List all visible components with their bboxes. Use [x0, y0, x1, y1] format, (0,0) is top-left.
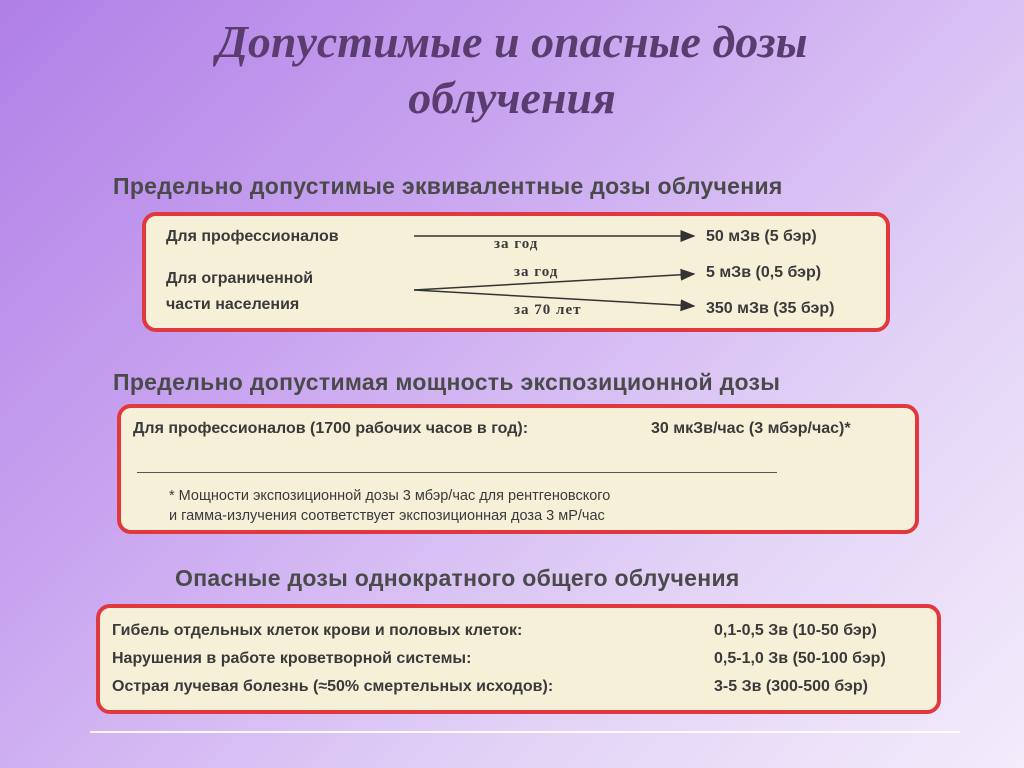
slide-title: [0, 14, 1024, 126]
section1-panel: [142, 212, 890, 332]
row1-arrow-label: за год: [494, 236, 539, 252]
hazard-row-value: 3-5 Зв (300-500 бэр): [714, 678, 868, 695]
section2-footnote-line1: * Мощности экспозиционной дозы 3 мбэр/час для рентгеновского: [169, 488, 611, 504]
row2b-value: 350 мЗв (35 бэр): [706, 300, 835, 317]
slide-title-line1: Допустимые и опасные дозы: [216, 16, 808, 67]
slide-title-line2: облучения: [408, 72, 616, 123]
hazard-row-value: 0,1-0,5 Зв (10-50 бэр): [714, 622, 877, 639]
row1-label: Для профессионалов: [166, 228, 339, 245]
section2-value: 30 мкЗв/час (3 мбэр/час)*: [651, 420, 851, 437]
hazard-row-value: 0,5-1,0 Зв (50-100 бэр): [714, 650, 886, 667]
section1-heading: Предельно допустимые эквивалентные дозы облучения: [113, 173, 783, 199]
row2b-arrow-label: за 70 лет: [514, 302, 582, 318]
section2-line-label: Для профессионалов (1700 рабочих часов в год):: [133, 420, 529, 437]
section2-divider: [137, 472, 777, 473]
section2-footnote-line2: и гамма-излучения соответствует экспозиционная доза 3 мР/час: [169, 508, 605, 524]
row2-label-line2: части населения: [166, 296, 300, 313]
row1-value: 50 мЗв (5 бэр): [706, 228, 817, 245]
hazard-row-label: Нарушения в работе кроветворной системы:: [112, 650, 472, 667]
row2-label-line1: Для ограниченной: [166, 270, 314, 287]
row2a-value: 5 мЗв (0,5 бэр): [706, 264, 822, 281]
section2-heading: Предельно допустимая мощность экспозиционной дозы: [113, 369, 781, 395]
section3-panel: [96, 604, 941, 714]
hazard-row-label: Острая лучевая болезнь (≈50% смертельных исходов):: [112, 678, 554, 695]
bottom-divider: [90, 731, 960, 733]
section2-panel: [117, 404, 919, 534]
row2a-arrow-label: за год: [514, 264, 559, 280]
hazard-row-label: Гибель отдельных клеток крови и половых клеток:: [112, 622, 523, 639]
section3-heading: Опасные дозы однократного общего облучения: [175, 565, 740, 591]
